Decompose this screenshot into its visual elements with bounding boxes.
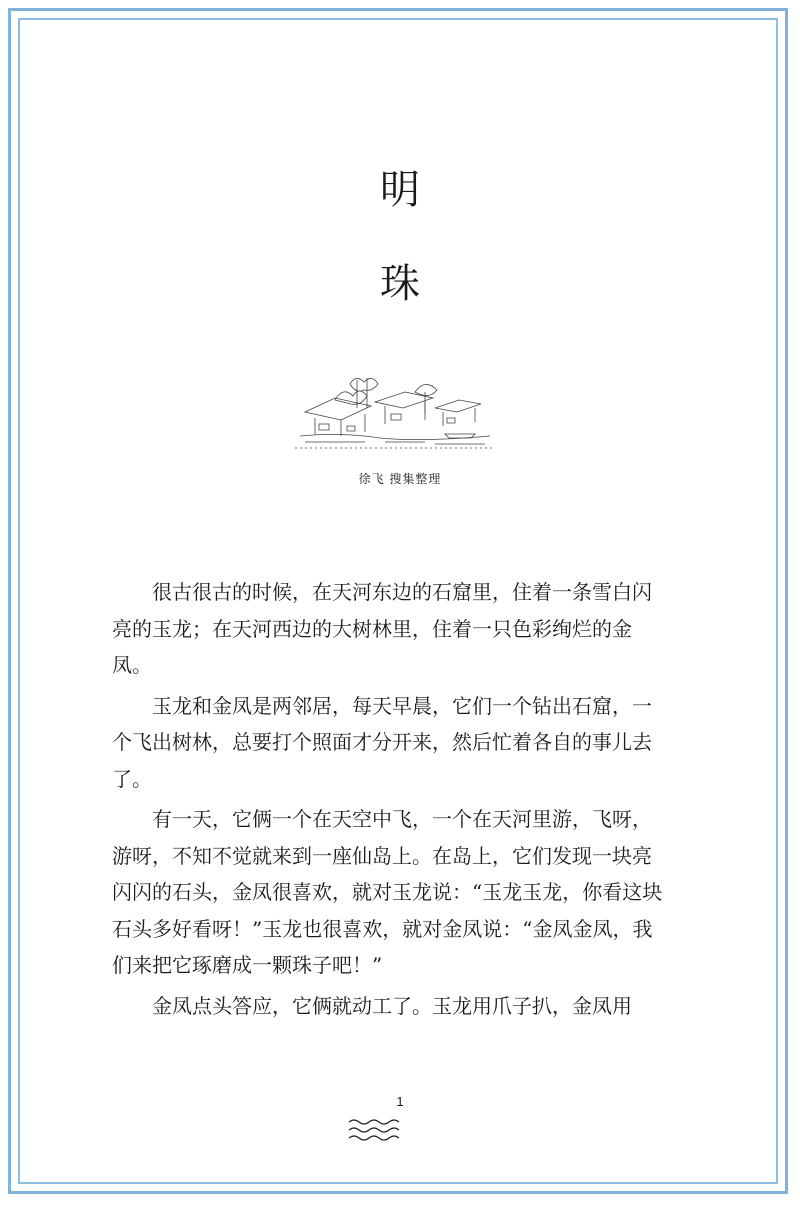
paragraph: 有一天，它俩一个在天空中飞，一个在天河里游，飞呀，游呀，不知不觉就来到一座仙岛上。在岛上，它们发现一块亮闪闪的石头，金凤很喜欢，就对玉龙说：“玉龙玉龙，你看这块石头多好看呀！”玉龙也很喜欢，就对金凤说：“金凤金凤，我们来把它琢磨成一颗珠子吧！” <box>112 807 663 977</box>
paragraph: 金凤点头答应，它俩就动工了。玉龙用爪子扒，金凤用 <box>152 993 632 1018</box>
story-body <box>112 574 668 1028</box>
paragraph: 玉龙和金凤是两邻居，每天早晨，它们一个钻出石窟，一个飞出树林，总要打个照面才分开来，然后忙着各自的事儿去了。 <box>112 693 652 791</box>
page-number: 1 <box>396 1094 404 1109</box>
wave-ornament-icon <box>345 1115 405 1145</box>
paragraph: 很古很古的时候，在天河东边的石窟里，住着一条雪白闪亮的玉龙；在天河西边的大树林里，住着一只色彩绚烂的金凤。 <box>112 580 652 677</box>
author-credit: 徐飞 搜集整理 <box>358 472 442 486</box>
title-char-1: 明 <box>380 167 420 213</box>
title-char-2: 珠 <box>380 261 420 307</box>
village-sketch-illustration <box>295 362 495 450</box>
